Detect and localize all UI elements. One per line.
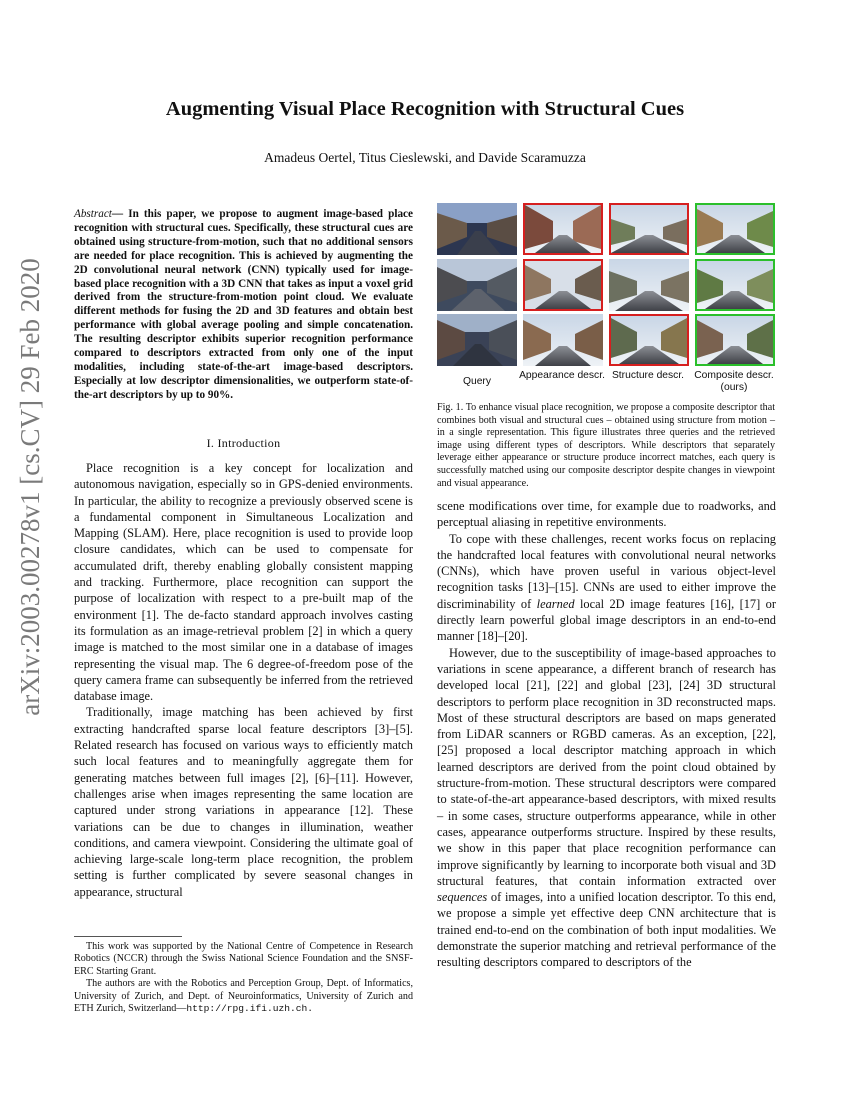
structure-match-image [609, 259, 689, 311]
appearance-match-image [523, 314, 603, 366]
paragraph: scene modifications over time, for example due to roadworks, and perceptual aliasing in repetitive environments. [437, 499, 776, 530]
appearance-match-image [523, 203, 603, 255]
appearance-match-image [523, 259, 603, 311]
introduction-body [74, 460, 413, 900]
paragraph: However, due to the susceptibility of image-based approaches to variations in scene appearance, a different branch of research has developed local [21], [22] and global [23], [24] 3D structural descriptors to perform place recognition in 3D reconstructed maps. Most of these structural descriptors are based on maps generated from LiDAR scanners or RGBD cameras. As an exception, [22], [25] proposed a local descriptor matching approach in which learned descriptors are derived from the point cloud obtained by structure-from-motion. These structural descriptors were compared to state-of-the-art appearance-based descriptors, with mixed results – in some cases, structure outperforms appearance, while in other cases, appearance outperforms structure. Inspired by these results, we show in this paper that place recognition performance can improve significantly by learning to incorporate both visual and 3D structural features, that contain information extracted over sequences of images, into a unified location descriptor. To this end, we propose a simple yet effective deep CNN architecture that is trained end-to-end on the combination of both input modalities. We demonstrate the superior matching and retrieval performance of the resulting descriptors compared to descriptors of the [437, 645, 776, 970]
query-image [437, 203, 517, 255]
composite-match-image [695, 259, 775, 311]
column-label-structure: Structure descr. [611, 370, 685, 381]
footnotes [74, 941, 413, 1015]
abstract [74, 208, 413, 403]
paragraph: Place recognition is a key concept for localization and autonomous navigation, especially so in GPS-denied environments. In particular, the ability to recognize a previously observed scene is a fundamental component in Simultaneous Localization and Mapping (SLAM). Here, place recognition is used to provide loop closure candidates, which can be used to compensate for accumulated drift, thereby enabling globally consistent mapping and tracking. Furthermore, place recognition can support the purpose of localization with respect to a pre-built map of the environment [1]. The de-facto standard approach involves casting its formulation as an image-retrieval problem [2] in which a query image is matched to the most similar one in a database of images representing the visual map. The 6 degree-of-freedom pose of the query camera frame can subsequently be inferred from the retrieved database image. [74, 461, 413, 704]
structure-match-image [609, 314, 689, 366]
column-label-appearance: Appearance descr. [519, 370, 605, 381]
footnote-url[interactable]: http://rpg.ifi.uzh.ch. [186, 1003, 314, 1015]
structure-match-image [609, 203, 689, 255]
paragraph: To cope with these challenges, recent works focus on replacing the handcrafted local features with convolutional neural networks (CNNs), which have proven useful in various object-level recognition tasks [13]–[15]. CNNs are used to either improve the discriminability of learned local 2D image features [16], [17] or directly learn powerful global image descriptors in an end-to-end manner [18]–[20]. [437, 531, 776, 644]
abstract-text: — In this paper, we propose to augment image-based place recognition with structural cues. Specifically, these structural cues are obtained using structure-from-motion, such that no additional sensors are needed for place recognition. This is achieved by augmenting the 2D convolutional neural network (CNN) typically used for image-based place recognition with a 3D CNN that takes as input a voxel grid derived from the structure-from-motion point cloud. We evaluate different methods for fusing the 2D and 3D features and obtain best performance with global average pooling and simple concatenation. The resulting descriptor exhibits superior recognition performance compared to descriptors extracted from only one of the input modalities, including state-of-the-art image-based descriptors. Especially at low descriptor dimensionalities, we outperform state-of-the-art descriptors by up to 90%. [74, 208, 413, 401]
column-label-composite: Composite descr. (ours) [694, 370, 774, 394]
section-heading: I. Introduction [206, 436, 281, 450]
footnote-rule [74, 936, 182, 937]
abstract-label: Abstract [74, 208, 112, 220]
paragraph: Traditionally, image matching has been achieved by first extracting handcrafted sparse local feature descriptors [3]–[5]. Related research has focused on various ways to efficiently match such local features and to meaningfully aggregate them for generating matches between full images [2], [6]–[11]. However, challenges arise when images representing the same location are captured under strong variations in appearance [12]. These variations can be due to changes in illumination, weather conditions, and camera viewpoint. Considering the ultimate goal of achieving large-scale long-term place recognition, the problem setting is further complicated by severe seasonal changes in appearance, structural [74, 705, 413, 899]
arxiv-identifier: arXiv:2003.00278v1 [cs.CV] 29 Feb 2020 [15, 258, 45, 716]
composite-match-image [695, 314, 775, 366]
right-column-body [437, 498, 776, 971]
column-label-query: Query [462, 376, 492, 387]
figure-image-grid [437, 203, 775, 368]
query-image [437, 314, 517, 366]
paper-authors: Amadeus Oertel, Titus Cieslewski, and Davide Scaramuzza [264, 150, 586, 165]
composite-match-image [695, 203, 775, 255]
footnote-funding: This work was supported by the National Centre of Competence in Research Robotics (NCCR) through the Swiss National Science Foundation and the SNSF-ERC Starting Grant. [74, 941, 413, 977]
figure-caption: Fig. 1. To enhance visual place recognition, we propose a composite descriptor that combines both visual and structural cues – obtained using structure from motion – in a single representation. This figure illustrates three queries and the retrieved image using different types of descriptors. While descriptors that separately leverage either appearance or structure produce incorrect matches, each query is successfully matched using our composite descriptor despite changes in viewpoint and visual appearance. [437, 402, 775, 489]
query-image [437, 259, 517, 311]
footnote-affiliation: The authors are with the Robotics and Perception Group, Dept. of Informatics, University of Zurich, and Dept. of Neuroinformatics, University of Zurich and ETH Zurich, Switzerland—http://rpg.ifi.uzh.ch. [74, 978, 413, 1015]
paper-title: Augmenting Visual Place Recognition with Structural Cues [165, 98, 685, 120]
